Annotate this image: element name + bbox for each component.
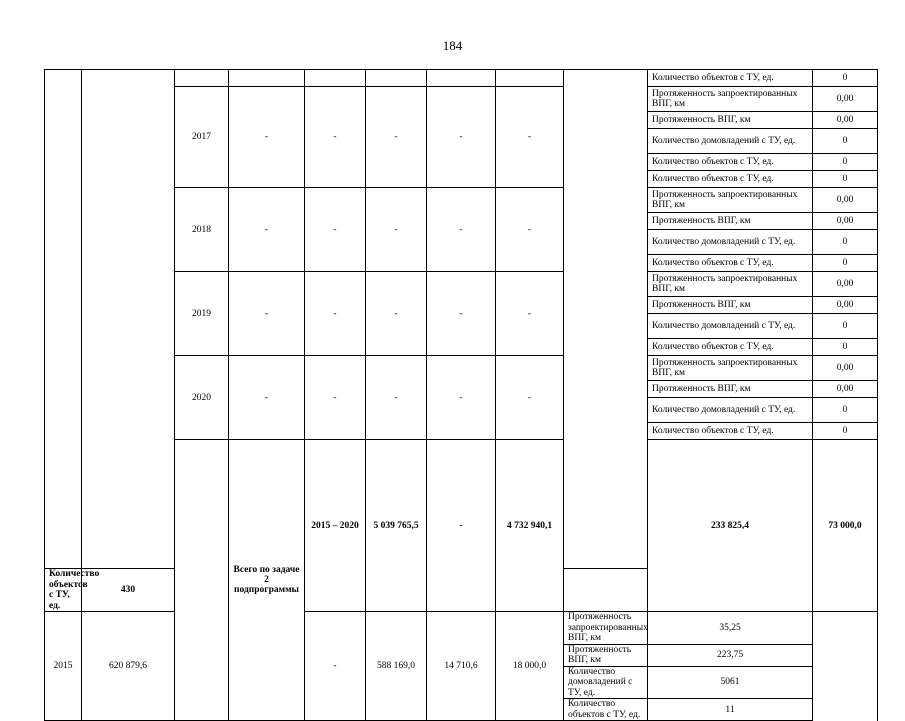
amount-col4: - (427, 356, 496, 440)
indicator-label: Количество домовладений с ТУ, ед. (648, 129, 813, 154)
indicator-value: 0,00 (813, 381, 878, 398)
indicator-label: Количество объектов с ТУ, ед. (564, 699, 648, 721)
amount-col5: - (496, 356, 564, 440)
amount-total: - (229, 87, 305, 188)
indicator-label: Количество объектов с ТУ, ед. (648, 154, 813, 171)
amount-total: 620 879,6 (82, 612, 175, 721)
indicator-value: 0,00 (813, 188, 878, 213)
amount-col3: - (366, 356, 427, 440)
amount-col4: - (427, 87, 496, 188)
indicator-value: 0 (813, 398, 878, 423)
indicator-label: Количество домовладений с ТУ, ед. (648, 314, 813, 339)
indicator-label: Протяженность ВПГ, км (648, 297, 813, 314)
indicator-label: Протяженность ВПГ, км (648, 381, 813, 398)
indicator-value: 0 (813, 171, 878, 188)
amount-col4: 233 825,4 (648, 440, 813, 612)
indicator-label: Количество объектов с ТУ, ед. (45, 569, 82, 612)
indicator-label: Количество объектов с ТУ, ед. (648, 70, 813, 87)
indicator-label: Протяженность запроектированных ВПГ, км (648, 272, 813, 297)
indicator-value: 0 (813, 154, 878, 171)
year-cell: 2018 (175, 188, 229, 272)
amount-col2: - (427, 440, 496, 612)
indicator-label: Количество домовладений с ТУ, ед. (648, 230, 813, 255)
amount-total: - (229, 356, 305, 440)
amount-col3: - (366, 272, 427, 356)
amount-col2: - (305, 87, 366, 188)
indicator-value: 0,00 (813, 213, 878, 230)
indicator-label: Протяженность запроектированных ВПГ, км (564, 612, 648, 645)
indicator-value: 0 (813, 70, 878, 87)
year-cell: 2020 (175, 356, 229, 440)
indicator-value: 0 (813, 255, 878, 272)
amount-col5: 18 000,0 (496, 612, 564, 721)
table-row (45, 70, 878, 87)
amount-col2: - (305, 356, 366, 440)
amount-col3: 4 732 940,1 (496, 440, 564, 612)
indicator-label: Количество объектов с ТУ, ед. (648, 171, 813, 188)
indicator-label: Количество объектов с ТУ, ед. (648, 255, 813, 272)
page-number: 184 (442, 38, 463, 53)
indicator-value: 0 (813, 314, 878, 339)
indicator-value: 0,00 (813, 87, 878, 112)
indicator-label: Протяженность ВПГ, км (648, 213, 813, 230)
indicator-value: 5061 (648, 666, 813, 699)
period-cell: 2015 – 2020 (305, 440, 366, 612)
program-table (44, 69, 878, 721)
indicator-label: Протяженность запроектированных ВПГ, км (648, 188, 813, 213)
amount-col4: - (427, 188, 496, 272)
amount-total: - (229, 272, 305, 356)
indicator-value: 430 (82, 569, 175, 612)
amount-col3: - (366, 188, 427, 272)
amount-col5: - (496, 188, 564, 272)
amount-col5: - (496, 87, 564, 188)
total-block-label: Всего по задаче 2 подпрограммы (229, 440, 305, 721)
year-cell: 2017 (175, 87, 229, 188)
indicator-value: 35,25 (648, 612, 813, 645)
indicator-label: Протяженность запроектированных ВПГ, км (648, 356, 813, 381)
indicator-label: Количество объектов с ТУ, ед. (648, 339, 813, 356)
indicator-value: 0 (813, 129, 878, 154)
year-cell: 2015 (45, 612, 82, 721)
amount-col3: - (366, 87, 427, 188)
year-cell: 2019 (175, 272, 229, 356)
amount-col2: - (305, 188, 366, 272)
amount-col5: - (496, 272, 564, 356)
indicator-label: Количество объектов с ТУ, ед. (648, 423, 813, 440)
amount-col4: 14 710,6 (427, 612, 496, 721)
indicator-label: Количество домовладений с ТУ, ед. (648, 398, 813, 423)
amount-total: 5 039 765,5 (366, 440, 427, 612)
amount-col5: 73 000,0 (813, 440, 878, 612)
amount-col2: - (305, 612, 366, 721)
table-row (45, 612, 878, 645)
indicator-value: 0,00 (813, 272, 878, 297)
indicator-label: Протяженность запроектированных ВПГ, км (648, 87, 813, 112)
amount-col3: 588 169,0 (366, 612, 427, 721)
indicator-value: 0 (813, 339, 878, 356)
indicator-value: 0,00 (813, 297, 878, 314)
indicator-label: Протяженность ВПГ, км (564, 644, 648, 666)
amount-col4: - (427, 272, 496, 356)
indicator-value: 223,75 (648, 644, 813, 666)
amount-col2: - (305, 272, 366, 356)
indicator-label: Количество домовладений с ТУ, ед. (564, 666, 648, 699)
amount-total: - (229, 188, 305, 272)
indicator-value: 0 (813, 230, 878, 255)
indicator-value: 0,00 (813, 356, 878, 381)
indicator-label: Протяженность ВПГ, км (648, 112, 813, 129)
indicator-value: 0 (813, 423, 878, 440)
indicator-value: 11 (648, 699, 813, 721)
indicator-value: 0,00 (813, 112, 878, 129)
